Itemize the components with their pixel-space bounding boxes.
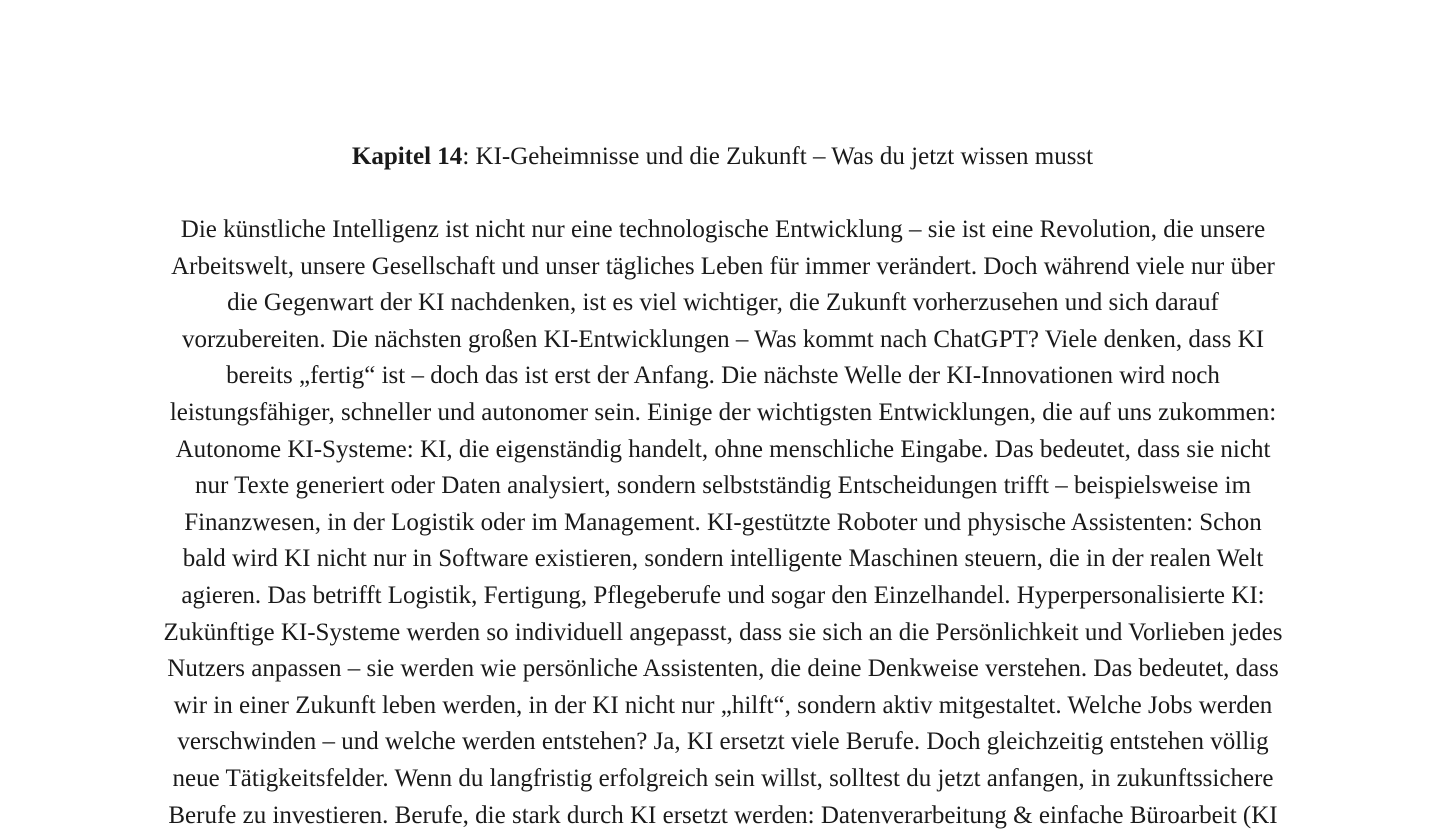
- body-paragraph: [140, 212, 1306, 834]
- text-line: nur Texte generiert oder Daten analysiert, sondern selbstständig Entscheidungen trifft – beispielsweise im: [194, 472, 1252, 500]
- text-line: die Gegenwart der KI nachdenken, ist es viel wichtiger, die Zukunft vorherzusehen und sich darauf: [227, 289, 1219, 317]
- text-line: neue Tätigkeitsfelder. Wenn du langfristig erfolgreich sein willst, solltest du jetzt anfangen, in zukunftssichere: [172, 764, 1274, 792]
- chapter-separator: :: [462, 143, 470, 170]
- chapter-heading: [0, 139, 1445, 175]
- text-line: Nutzers anpassen – sie werden wie persönliche Assistenten, die deine Denkweise verstehen. Das bedeutet, dass: [167, 655, 1279, 683]
- text-line: vorzubereiten. Die nächsten großen KI-Entwicklungen – Was kommt nach ChatGPT? Viele denken, dass KI: [181, 325, 1265, 353]
- text-line: Arbeitswelt, unsere Gesellschaft und unser tägliches Leben für immer verändert. Doch während viele nur über: [171, 252, 1275, 280]
- text-line: agieren. Das betrifft Logistik, Fertigung, Pflegeberufe und sogar den Einzelhandel. Hyperpersonalisierte KI:: [181, 581, 1265, 609]
- text-line: bald wird KI nicht nur in Software existieren, sondern intelligente Maschinen steuern, die in der realen Welt: [182, 545, 1264, 573]
- text-line: verschwinden – und welche werden entstehen? Ja, KI ersetzt viele Berufe. Doch gleichzeitig entstehen völlig: [177, 728, 1269, 756]
- chapter-label: Kapitel 14: [351, 143, 463, 170]
- text-line: wir in einer Zukunft leben werden, in der KI nicht nur „hilft“, sondern aktiv mitgestaltet. Welche Jobs werden: [173, 691, 1273, 719]
- text-line: Zukünftige KI-Systeme werden so individuell angepasst, dass sie sich an die Persönlichkeit und Vorlieben jedes: [163, 618, 1283, 646]
- text-line: Die künstliche Intelligenz ist nicht nur eine technologische Entwicklung – sie ist eine Revolution, die unsere: [180, 216, 1266, 243]
- chapter-title-text: KI-Geheimnisse und die Zukunft – Was du jetzt wissen musst: [469, 143, 1094, 170]
- text-line: leistungsfähiger, schneller und autonomer sein. Einige der wichtigsten Entwicklungen, die auf uns zukommen:: [169, 398, 1277, 426]
- text-line: Autonome KI-Systeme: KI, die eigenständig handelt, ohne menschliche Eingabe. Das bedeutet, dass sie nicht: [175, 435, 1271, 463]
- text-line: Berufe zu investieren. Berufe, die stark durch KI ersetzt werden: Datenverarbeitung & einfache Büroarbeit (KI: [168, 801, 1278, 829]
- text-line: Finanzwesen, in der Logistik oder im Management. KI-gestützte Roboter und physische Assistenten: Schon: [184, 508, 1262, 536]
- text-line: bereits „fertig“ ist – doch das ist erst der Anfang. Die nächste Welle der KI-Innovationen wird noch: [226, 362, 1220, 390]
